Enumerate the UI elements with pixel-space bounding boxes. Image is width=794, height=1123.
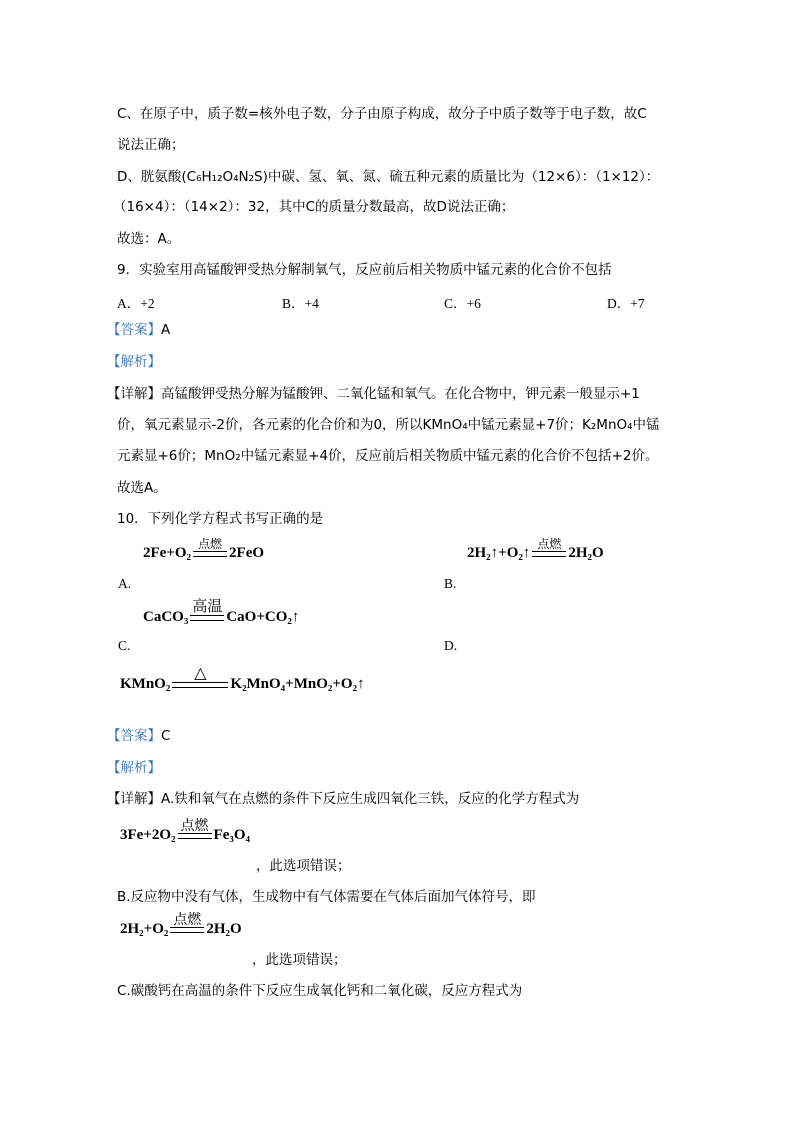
q9-detail-line3: 元素显+6价；MnO₂中锰元素显+4价，反应前后相关物质中锰元素的化合价不包括+2价。 — [117, 448, 659, 464]
reactants: 2H₂↑+O₂↑ — [467, 545, 531, 561]
reactants: KMnO₂ — [120, 676, 171, 692]
reactants: CaCO₃ — [143, 609, 189, 625]
q9-detail-line1 — [107, 385, 640, 403]
reactants: 3Fe+2O₂ — [120, 827, 176, 843]
q9-detail-line2: 价，氧元素显示-2价，各元素的化合价和为0，所以KMnO₄中锰元素显+7价；K₂MnO₄中锰 — [117, 417, 660, 433]
q9-option-b: B．+4 — [282, 296, 319, 311]
q10-option-c-equation — [143, 598, 299, 626]
products: 2FeO — [229, 545, 265, 561]
reaction-condition: 点燃 — [178, 820, 212, 844]
reactants: 2Fe+O₂ — [143, 545, 192, 561]
q10-detail-equation-a — [120, 820, 250, 844]
q10-detail-c: C.碳酸钙在高温的条件下反应生成氧化钙和二氧化碳，反应方程式为 — [117, 983, 523, 999]
q10-detail-b: B.反应物中没有气体，生成物中有气体需要在气体后面加气体符号，即 — [117, 889, 536, 905]
q10-detail-equation-b — [120, 914, 242, 938]
answer-tag: 【答案】 — [107, 322, 161, 338]
q10-option-a-label: A. — [118, 576, 132, 591]
q9-answer — [107, 321, 170, 339]
q10-detail-a-verdict: ，此选项错误； — [256, 858, 351, 874]
detail-tag: 【详解】 — [107, 791, 161, 807]
q8-option-d-text-cont: （16×4）：（14×2）：32，其中C的质量分数最高，故D说法正确； — [113, 199, 515, 215]
reaction-condition: 点燃 — [170, 914, 204, 938]
detail-tag: 【详解】 — [107, 386, 161, 402]
q8-option-c-text-cont: 说法正确； — [117, 137, 185, 153]
q10-question: 10．下列化学方程式书写正确的是 — [117, 511, 324, 527]
q9-analysis-tag: 【解析】 — [107, 354, 161, 370]
q10-option-a-equation — [143, 538, 264, 562]
q10-analysis-tag: 【解析】 — [107, 760, 161, 776]
reaction-condition: 点燃 — [193, 538, 227, 562]
q9-question: 9．实验室用高锰酸钾受热分解制氧气，反应前后相关物质中锰元素的化合价不包括 — [117, 262, 612, 278]
q8-option-c-text: C、在原子中，质子数=核外电子数，分子由原子构成，故分子中质子数等于电子数，故C — [117, 106, 647, 122]
products: Fe₃O₄ — [213, 827, 251, 843]
products: K₂MnO₄+MnO₂+O₂↑ — [230, 676, 365, 692]
detail-text: 高锰酸钾受热分解为锰酸钾、二氧化锰和氧气。在化合物中，钾元素一般显示+1 — [161, 386, 640, 402]
q10-option-b-label: B. — [444, 576, 457, 591]
reaction-condition: △ — [172, 664, 228, 693]
products: 2H₂O — [206, 921, 242, 937]
q10-option-c-label: C. — [118, 638, 131, 653]
q9-option-a: A．+2 — [117, 296, 155, 311]
q9-option-d: D．+7 — [607, 296, 645, 311]
q10-option-b-equation — [467, 538, 604, 562]
reactants: 2H₂+O₂ — [120, 921, 169, 937]
answer-tag: 【答案】 — [107, 728, 161, 744]
reaction-condition: 点燃 — [532, 538, 566, 562]
q9-option-c: C．+6 — [444, 296, 481, 311]
q9-conclusion: 故选A。 — [117, 480, 167, 496]
detail-text: A.铁和氧气在点燃的条件下反应生成四氧化三铁，反应的化学方程式为 — [161, 791, 580, 807]
q10-option-d-equation — [120, 664, 365, 693]
products: CaO+CO₂↑ — [226, 609, 300, 625]
q10-option-d-label: D. — [444, 638, 458, 653]
q8-option-d-text: D、胱氨酸(C₆H₁₂O₄N₂S)中碳、氢、氧、氮、硫五种元素的质量比为（12×6）：（1×12）： — [117, 169, 660, 185]
q10-detail-b-verdict: ，此选项错误； — [252, 952, 347, 968]
products: 2H₂O — [568, 545, 604, 561]
answer-value: C — [161, 728, 171, 744]
q10-detail-a — [107, 790, 579, 808]
reaction-condition: 高温 — [190, 598, 224, 626]
answer-value: A — [161, 322, 171, 338]
q10-answer — [107, 727, 170, 745]
q8-conclusion: 故选：A。 — [117, 231, 181, 247]
